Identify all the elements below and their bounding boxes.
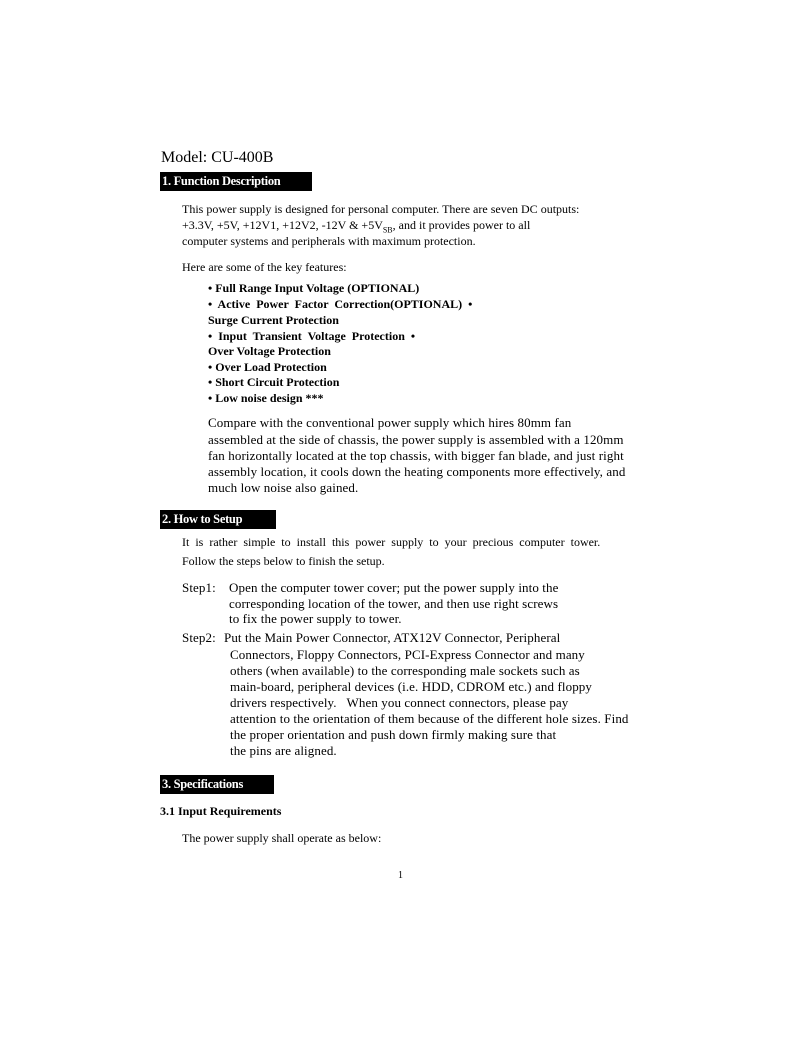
spec-text: The power supply shall operate as below: (182, 831, 382, 845)
subsection-heading-input-requirements: 3.1 Input Requirements (160, 804, 282, 818)
step2-line: drivers respectively. When you connect connectors, please pay (230, 695, 569, 710)
compare-line: much low noise also gained. (208, 480, 359, 495)
intro-line: This power supply is designed for personal computer. There are seven DC outputs: (182, 202, 580, 216)
step2-line: others (when available) to the corresponding male sockets such as (230, 663, 580, 678)
compare-line: assembled at the side of chassis, the power supply is assembled with a 120mm (208, 432, 624, 447)
step2-line: main-board, peripheral devices (i.e. HDD, CDROM etc.) and floppy (230, 679, 592, 694)
step1-line: to fix the power supply to tower. (229, 611, 402, 626)
feature-item: Over Voltage Protection (208, 344, 331, 358)
step1-line: corresponding location of the tower, and then use right screws (229, 596, 559, 611)
feature-item: • Active Power Factor Correction(OPTIONAL) • (208, 297, 473, 311)
setup-intro-line: It is rather simple to install this power supply to your precious computer tower. (182, 535, 601, 549)
compare-line: Compare with the conventional power supply which hires 80mm fan (208, 415, 572, 430)
feature-item: • Input Transient Voltage Protection • (208, 329, 416, 343)
feature-item: Surge Current Protection (208, 313, 339, 327)
features-intro: Here are some of the key features: (182, 260, 347, 274)
step1-line: Open the computer tower cover; put the power supply into the (229, 580, 559, 595)
setup-intro-line: Follow the steps below to finish the setup. (182, 554, 385, 568)
intro-line: computer systems and peripherals with maximum protection. (182, 234, 476, 248)
subscript: SB (382, 225, 393, 235)
intro-text: +3.3V, +5V, +12V1, +12V2, -12V & +5V (182, 218, 383, 232)
step2-line: attention to the orientation of them because of the different hole sizes. Find (230, 711, 629, 726)
feature-item: • Full Range Input Voltage (OPTIONAL) (208, 281, 420, 295)
step2-line: the pins are aligned. (230, 743, 337, 758)
feature-item: • Short Circuit Protection (208, 375, 340, 389)
compare-line: assembly location, it cools down the heating components more effectively, and (208, 464, 626, 479)
compare-line: fan horizontally located at the top chassis, with bigger fan blade, and just right (208, 448, 624, 463)
intro-text: , and it provides power to all (392, 218, 531, 232)
model-title: Model: CU-400B (161, 149, 274, 166)
section-heading-function-description: 1. Function Description (160, 172, 312, 191)
step2-label: Step2: (182, 630, 216, 645)
section-heading-how-to-setup: 2. How to Setup (160, 510, 276, 529)
feature-item: • Low noise design *** (208, 391, 324, 405)
step1-label: Step1: (182, 580, 216, 595)
feature-item: • Over Load Protection (208, 360, 327, 374)
step2-line: Put the Main Power Connector, ATX12V Connector, Peripheral (224, 630, 561, 645)
step2-line: the proper orientation and push down firmly making sure that (230, 727, 557, 742)
section-heading-specifications: 3. Specifications (160, 775, 274, 794)
intro-line (182, 217, 530, 233)
page-number: 1 (398, 870, 403, 881)
step2-line: Connectors, Floppy Connectors, PCI-Express Connector and many (230, 647, 585, 662)
